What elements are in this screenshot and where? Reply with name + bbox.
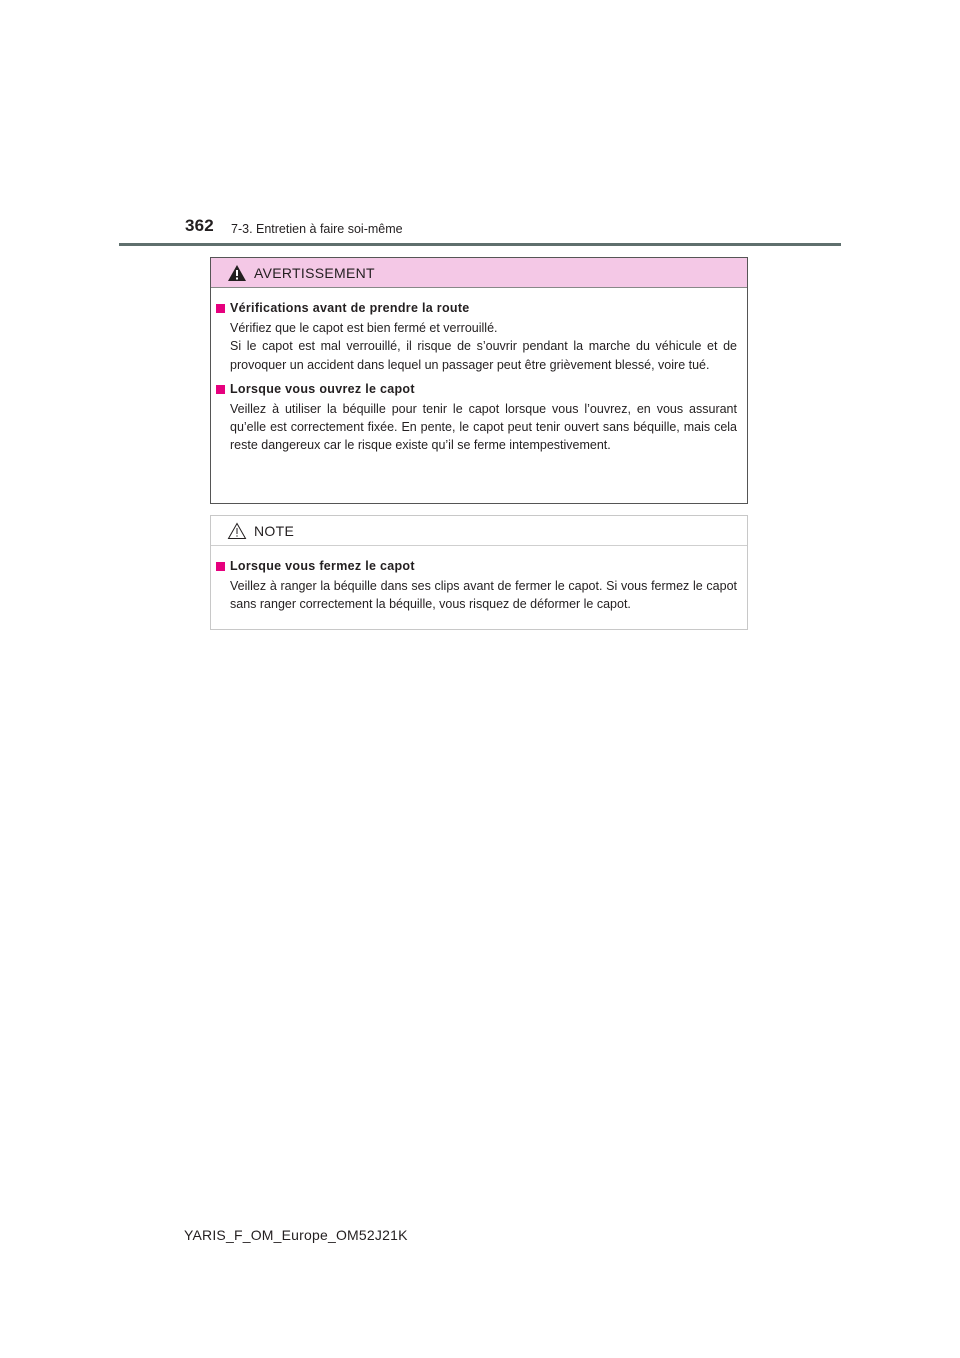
page-number: 362 <box>185 216 214 235</box>
bullet-square-icon <box>216 385 225 394</box>
note-item-title <box>230 559 737 573</box>
bullet-square-icon <box>216 562 225 571</box>
warning-item-title-text: Vérifications avant de prendre la route <box>230 301 470 315</box>
note-item-body <box>230 577 737 614</box>
warning-item-paragraph: Si le capot est mal verrouillé, il risque de s’ouvrir pendant la marche du véhicule et de provoquer un accident dans lequel un passager peut être grièvement blessé, voire tué. <box>230 339 737 372</box>
note-box-title: NOTE <box>254 523 295 539</box>
warning-item-paragraph: Vérifiez que le capot est bien fermé et verrouillé. <box>230 321 498 335</box>
warning-triangle-icon <box>227 264 247 282</box>
note-item-paragraph: Veillez à ranger la béquille dans ses clips avant de fermer le capot. Si vous fermez le capot sans ranger correctement la béquille, vous risquez de déformer le capot. <box>230 579 737 612</box>
warning-item-title <box>230 382 737 396</box>
warning-item-title-text: Lorsque vous ouvrez le capot <box>230 381 415 396</box>
note-box-header <box>211 516 747 546</box>
document-id: YARIS_F_OM_Europe_OM52J21K <box>184 1227 408 1243</box>
warning-item <box>211 301 747 374</box>
caution-triangle-outline-icon <box>227 522 247 540</box>
section-title: 7-3. Entretien à faire soi-même <box>231 222 403 236</box>
warning-item-paragraph: Veillez à utiliser la béquille pour tenir le capot lorsque vous l’ouvrez, en vous assurant qu’elle est correctement fixée. En pente, le capot peut tenir ouvert sans béquille, mais cela reste dangereux car le risque existe qu’il se ferme intempestivement. <box>230 401 737 453</box>
warning-item <box>211 382 747 455</box>
note-box <box>210 515 748 630</box>
note-item <box>211 559 747 614</box>
warning-item-title <box>230 301 737 315</box>
note-item-title-text: Lorsque vous fermez le capot <box>230 559 415 573</box>
bullet-square-icon <box>216 304 225 313</box>
warning-box <box>210 257 748 504</box>
warning-item-body <box>230 319 737 374</box>
warning-item-body <box>230 400 737 455</box>
warning-box-title: AVERTISSEMENT <box>254 265 375 281</box>
note-box-content <box>211 546 747 614</box>
warning-box-content <box>211 288 747 455</box>
header-rule <box>119 243 841 246</box>
warning-box-header <box>211 258 747 288</box>
